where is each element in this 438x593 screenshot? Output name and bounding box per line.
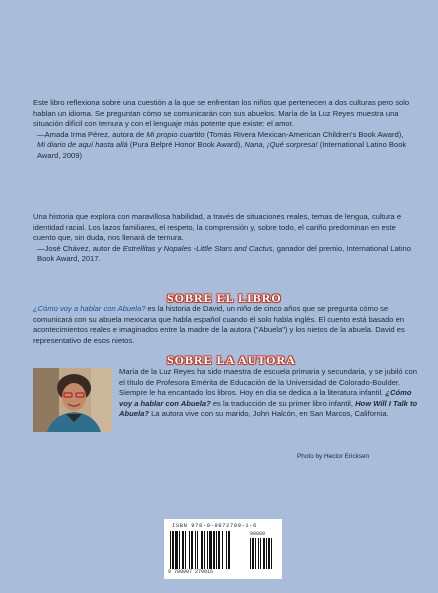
book-title: Estrellitas y Nopales -Little Stars and Cactus: [122, 243, 273, 253]
author-bio: María de la Luz Reyes ha sido maestra de escuela primaria y secundaria, y se jubiló con el título de Profesora Emérita de Educación de la Universidad de Colorado-Boulder. Siempre le ha encantado los libros. Hoy en día se dedica a la literatura infantil. ¿Cómo voy a hablar con Abuela? es la traducción de su primer libro infantil, How Will I Talk to Abuela? La autora vive con su marido, John Halcón, en San Marcos, California.: [119, 367, 418, 419]
addon-digits: 90000: [250, 531, 266, 537]
book-title: ¿Cómo voy a hablar con Abuela?: [119, 388, 412, 408]
book-title: Mi diario de aquí hasta allá: [37, 140, 128, 150]
section-heading-author: SOBRE LA AUTORA: [167, 353, 296, 367]
isbn-number: ISBN 978-0-9972790-1-6: [172, 522, 257, 529]
author-photo: [33, 368, 112, 432]
quote-attribution: —Amada Irma Pérez, autora de Mi propio cuartito (Tomás Rivera Mexican-American Children's Book Award), Mi diario de aquí hasta allá (Pura Belpré Honor Book Award), Nana, ¡Qué sorpresa! (International Latino Book Award, 2009): [37, 129, 407, 160]
photo-credit: Photo by Hector Ericksen: [297, 453, 370, 460]
quote-text: Este libro reflexiona sobre una cuestión a la que se enfrentan los niños que pertenecen a dos culturas pero solo hablan un idioma. Se preguntan cómo se comunicarán con sus abuelos. María de la Luz Reyes muestra una situación difícil con ternura y con el lenguaje más potente que existe: el amor.: [33, 98, 410, 129]
author-portrait-image: [33, 368, 112, 432]
review-quote-1: [33, 98, 411, 162]
review-quote-2: [33, 212, 411, 265]
barcode-digits: 9 780997 279016: [168, 569, 214, 575]
book-title: Mi propio cuartito: [146, 129, 205, 139]
addon-barcode-bars: [250, 538, 276, 569]
isbn-barcode: [164, 519, 282, 579]
book-description: ¿Cómo voy a hablar con Abuela? es la historia de David, un niño de cinco años que se pregunta cómo se comunicará con su abuela mexicana que habla español cuando él solo habla inglés. El cuento está basado en acontecimientos reales e imaginados entre la madre de la autora ("Abuela") y los nietos de la abuela. David es representativo de esos nietos.: [33, 304, 405, 345]
barcode-bars: [170, 531, 250, 569]
quote-attribution: —José Chávez, autor de Estrellitas y Nopales -Little Stars and Cactus, ganador del premio, International Latino Book Award, 2017.: [37, 243, 411, 264]
section-heading-book: SOBRE EL LIBRO: [167, 291, 282, 305]
quote-text: Una historia que explora con maravillosa habilidad, a través de situaciones reales, temas de lengua, cultura e identidad racial. Los lazos familiares, el respeto, la comprensión y, sobre todo, el cariño predominan en este cuento que, sin duda, nos llenará de ternura.: [33, 212, 402, 243]
book-title: ¿Cómo voy a hablar con Abuela?: [33, 304, 146, 313]
book-title: Nana, ¡Qué sorpresa!: [244, 140, 318, 150]
book-title: How Will I Talk to Abuela?: [119, 398, 418, 419]
